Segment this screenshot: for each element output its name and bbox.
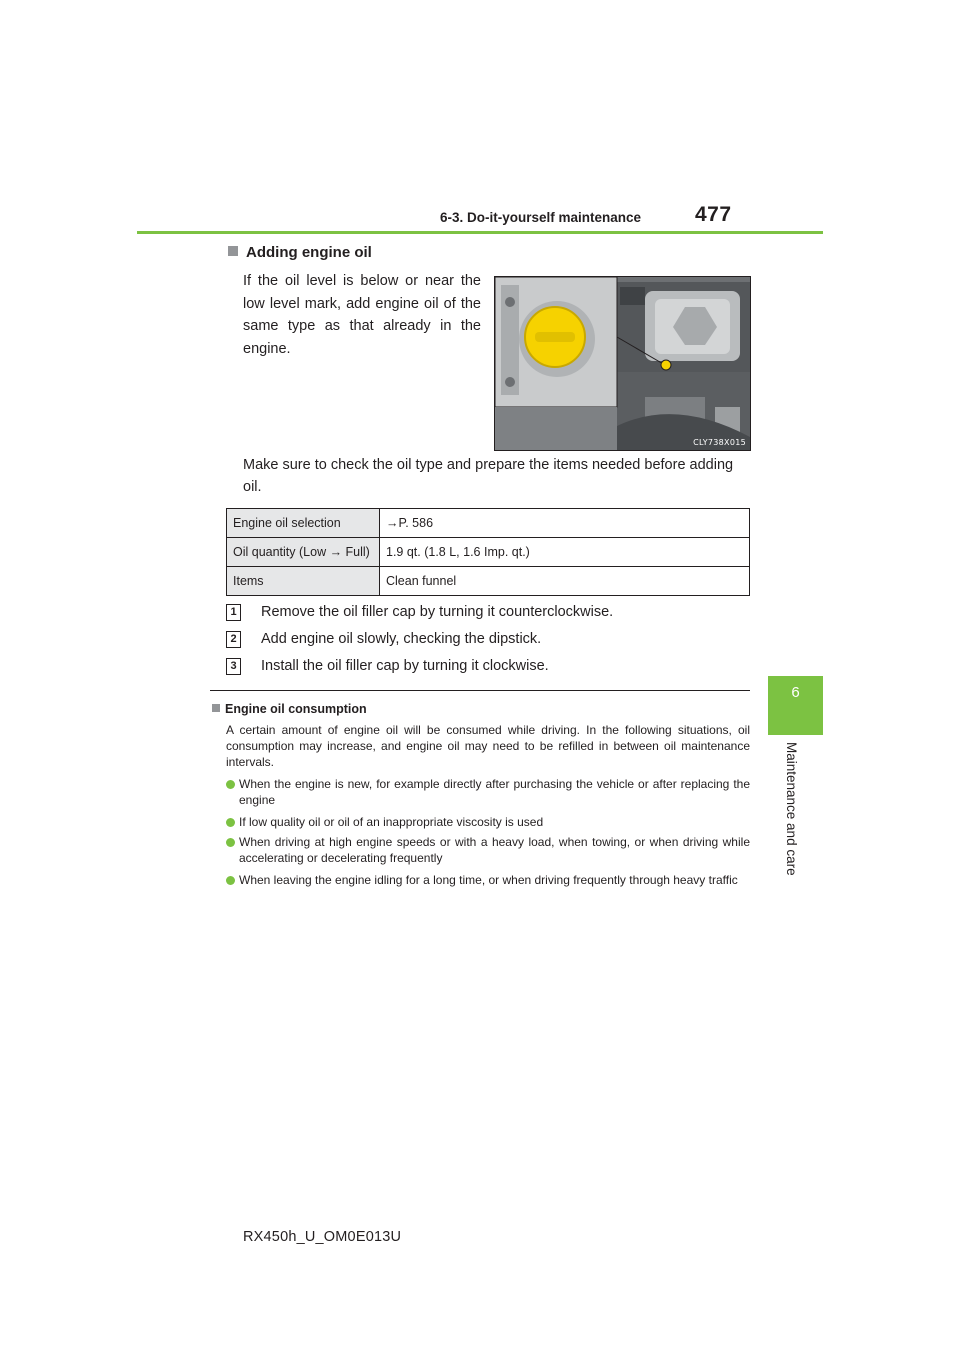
list-item-text: When the engine is new, for example directly after purchasing the vehicle or after replacing the engine bbox=[239, 777, 750, 807]
section-heading-text: Adding engine oil bbox=[246, 244, 372, 261]
table-cell-label: Engine oil selection bbox=[227, 509, 380, 538]
running-header-section: 6-3. Do-it-yourself maintenance bbox=[440, 210, 642, 225]
bullet-dot-icon bbox=[226, 780, 235, 789]
table-row bbox=[227, 538, 750, 567]
list-item-text: If low quality oil or oil of an inappropriate viscosity is used bbox=[239, 815, 544, 829]
page-number: 477 bbox=[695, 203, 732, 226]
bullet-dot-icon bbox=[226, 876, 235, 885]
preparation-paragraph: Make sure to check the oil type and prepare the items needed before adding oil. bbox=[243, 457, 734, 495]
list-item bbox=[226, 814, 750, 830]
note-heading-text: Engine oil consumption bbox=[225, 702, 367, 716]
list-item bbox=[226, 776, 750, 808]
model-code-footer: RX450h_U_OM0E013U bbox=[243, 1229, 402, 1245]
list-item bbox=[226, 834, 750, 866]
table-cell-label: Items bbox=[227, 567, 380, 596]
table-cell-value: Clean funnel bbox=[380, 567, 750, 596]
header-rule bbox=[137, 231, 823, 234]
figure-code: CLY738X015 bbox=[693, 438, 746, 447]
section-intro: If the oil level is below or near the low level mark, add engine oil of the same type as that already in the engine. bbox=[243, 273, 481, 357]
list-item bbox=[226, 872, 750, 888]
list-item-text: When driving at high engine speeds or with a heavy load, when towing, or when driving while accelerating or decelerating frequently bbox=[239, 835, 750, 865]
engine-bay-illustration bbox=[495, 277, 750, 450]
step-number-badge: 2 bbox=[226, 631, 241, 648]
note-heading bbox=[212, 702, 367, 716]
step-text: Remove the oil filler cap by turning it counterclockwise. bbox=[261, 604, 614, 620]
table-cell-value: →P. 586 bbox=[380, 509, 750, 538]
list-item-text: When leaving the engine idling for a long time, or when driving frequently through heavy traffic bbox=[239, 873, 738, 887]
table-cell-label: Oil quantity (Low → Full) bbox=[227, 538, 380, 567]
chapter-tab-label: Maintenance and care bbox=[784, 742, 799, 876]
step-text: Install the oil filler cap by turning it clockwise. bbox=[261, 658, 549, 674]
step-number-badge: 3 bbox=[226, 658, 241, 675]
note-text: A certain amount of engine oil will be consumed while driving. In the following situations, oil consumption may increase, and engine oil may need to be refilled in between oil maintenance intervals. bbox=[226, 723, 750, 769]
table-cell-value: 1.9 qt. (1.8 L, 1.6 Imp. qt.) bbox=[380, 538, 750, 567]
table-row bbox=[227, 567, 750, 596]
step-text: Add engine oil slowly, checking the dipstick. bbox=[261, 631, 542, 647]
chapter-tab-number: 6 bbox=[791, 684, 800, 701]
section-heading bbox=[228, 244, 372, 261]
engine-oil-cap-figure bbox=[494, 276, 751, 451]
note-divider bbox=[210, 690, 750, 691]
bullet-dot-icon bbox=[226, 818, 235, 827]
bullet-dot-icon bbox=[226, 838, 235, 847]
oil-spec-table bbox=[226, 508, 750, 596]
table-row bbox=[227, 509, 750, 538]
square-bullet-icon bbox=[212, 704, 220, 712]
step-number-badge: 1 bbox=[226, 604, 241, 621]
square-bullet-icon bbox=[228, 246, 238, 256]
